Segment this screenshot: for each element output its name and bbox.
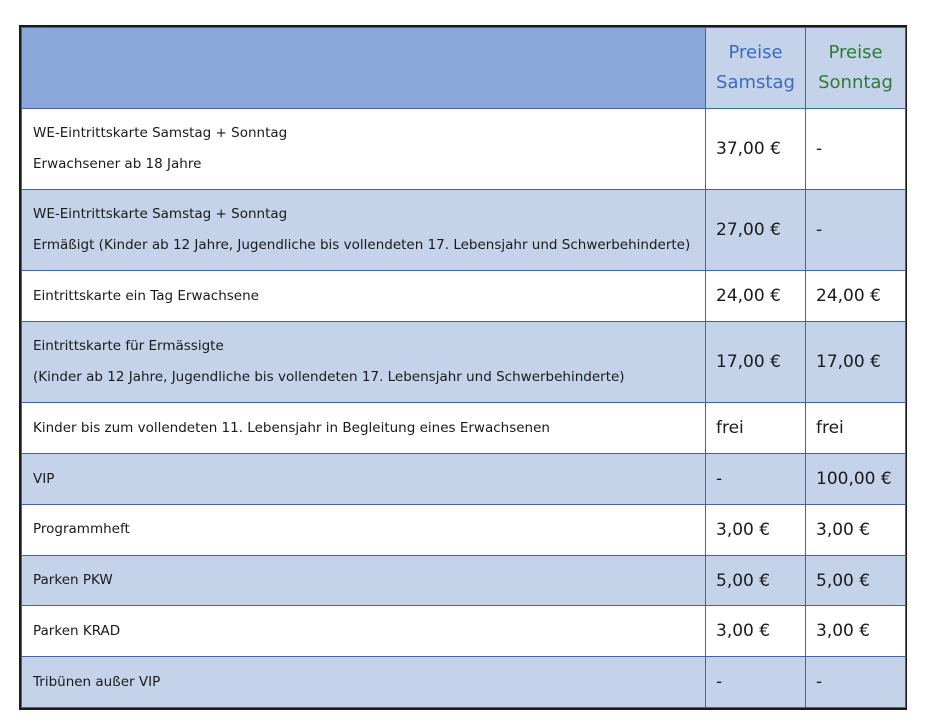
sunday-price: 3,00 € — [806, 504, 906, 555]
sunday-price: frei — [806, 403, 906, 454]
row-description — [22, 504, 706, 555]
row-title: Parken PKW — [33, 572, 113, 589]
table-row — [22, 504, 906, 555]
sunday-price: - — [806, 190, 906, 271]
saturday-header-line1: Preise — [728, 42, 783, 63]
table-row — [22, 454, 906, 505]
row-description — [22, 657, 706, 708]
row-description — [22, 403, 706, 454]
row-title: VIP — [33, 470, 55, 487]
sunday-header-line1: Preise — [828, 42, 883, 63]
sunday-header-line2: Sonntag — [818, 72, 893, 93]
saturday-price: 17,00 € — [706, 322, 806, 403]
sunday-price: 24,00 € — [806, 271, 906, 322]
saturday-price: frei — [706, 403, 806, 454]
saturday-price: 5,00 € — [706, 555, 806, 606]
sunday-price: - — [806, 657, 906, 708]
saturday-header-line2: Samstag — [716, 72, 795, 93]
header-saturday-price — [706, 28, 806, 109]
price-table-container — [19, 25, 907, 710]
sunday-price: 17,00 € — [806, 322, 906, 403]
table-row — [22, 403, 906, 454]
table-row — [22, 657, 906, 708]
row-title: Eintrittskarte für Ermässigte — [33, 338, 224, 355]
row-description — [22, 322, 706, 403]
row-description — [22, 109, 706, 190]
saturday-price: - — [706, 657, 806, 708]
saturday-price: 3,00 € — [706, 606, 806, 657]
row-title: WE-Eintrittskarte Samstag + Sonntag — [33, 125, 288, 142]
row-title: Kinder bis zum vollendeten 11. Lebensjahr in Begleitung eines Erwachsenen — [33, 419, 550, 436]
table-row — [22, 606, 906, 657]
row-title: WE-Eintrittskarte Samstag + Sonntag — [33, 206, 288, 223]
row-description — [22, 271, 706, 322]
table-row — [22, 555, 906, 606]
saturday-price: 37,00 € — [706, 109, 806, 190]
price-table — [21, 27, 906, 708]
header-row — [22, 28, 906, 109]
sunday-price: 100,00 € — [806, 454, 906, 505]
saturday-price: 24,00 € — [706, 271, 806, 322]
row-description — [22, 606, 706, 657]
row-subtitle: Ermäßigt (Kinder ab 12 Jahre, Jugendliche bis vollendeten 17. Lebensjahr und Schwerbehinderte) — [33, 237, 691, 254]
row-description — [22, 555, 706, 606]
row-title: Eintrittskarte ein Tag Erwachsene — [33, 287, 259, 304]
table-row — [22, 190, 906, 271]
table-body — [22, 109, 906, 708]
row-title: Parken KRAD — [33, 622, 121, 639]
header-sunday-price — [806, 28, 906, 109]
table-header — [22, 28, 906, 109]
saturday-price: 3,00 € — [706, 504, 806, 555]
row-title: Programmheft — [33, 521, 130, 538]
saturday-price: - — [706, 454, 806, 505]
header-description-cell — [22, 28, 706, 109]
row-title: Tribünen außer VIP — [33, 673, 161, 690]
sunday-price: 5,00 € — [806, 555, 906, 606]
sunday-price: - — [806, 109, 906, 190]
sunday-price: 3,00 € — [806, 606, 906, 657]
row-subtitle: Erwachsener ab 18 Jahre — [33, 156, 202, 173]
table-row — [22, 109, 906, 190]
row-subtitle: (Kinder ab 12 Jahre, Jugendliche bis vollendeten 17. Lebensjahr und Schwerbehinderte) — [33, 369, 625, 386]
table-row — [22, 322, 906, 403]
saturday-price: 27,00 € — [706, 190, 806, 271]
row-description — [22, 190, 706, 271]
table-row — [22, 271, 906, 322]
row-description — [22, 454, 706, 505]
